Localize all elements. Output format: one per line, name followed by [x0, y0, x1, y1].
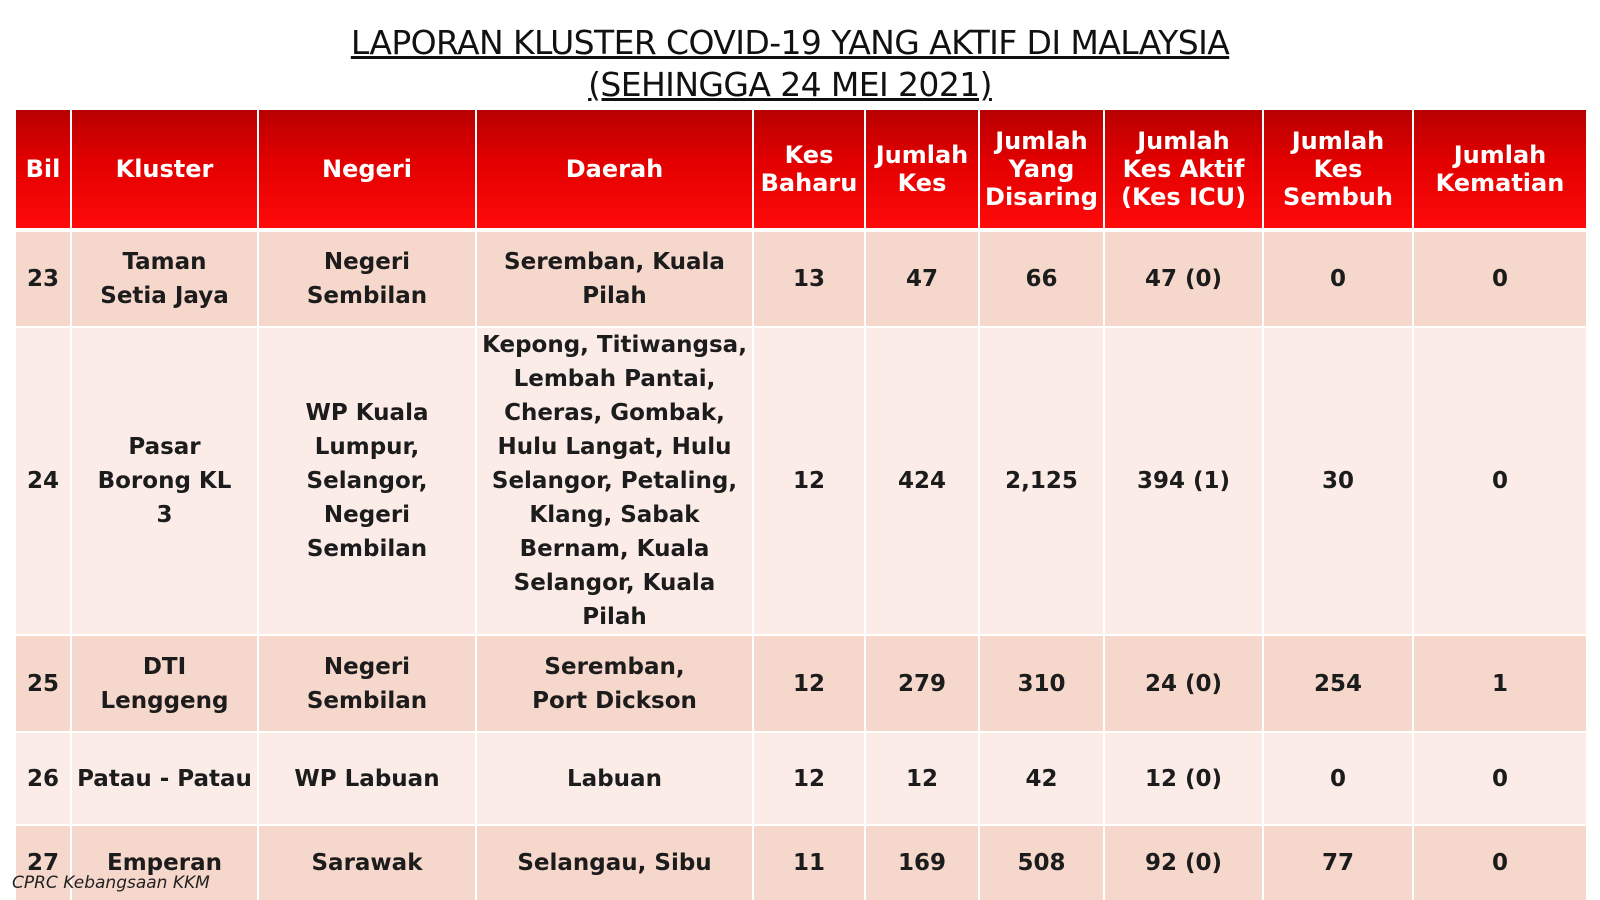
- cell-negeri: Sarawak: [258, 825, 476, 900]
- cell-kluster: Pasar Borong KL 3: [71, 327, 258, 635]
- cell-kes-baharu: 12: [753, 635, 865, 732]
- cell-kluster: Taman Setia Jaya: [71, 230, 258, 327]
- header-jumlah-kes: Jumlah Kes: [865, 110, 979, 230]
- header-kes-baharu: Kes Baharu: [753, 110, 865, 230]
- cell-kes-sembuh: 254: [1263, 635, 1413, 732]
- table-row: [16, 825, 1586, 900]
- header-kluster: Kluster: [71, 110, 258, 230]
- cell-kes-sembuh: 30: [1263, 327, 1413, 635]
- cell-daerah: Seremban, Kuala Pilah: [476, 230, 753, 327]
- cell-kes-sembuh: 0: [1263, 230, 1413, 327]
- cell-bil: 24: [16, 327, 71, 635]
- cell-negeri: WP Kuala Lumpur, Selangor, Negeri Sembilan: [258, 327, 476, 635]
- cell-kes-aktif: 24 (0): [1104, 635, 1263, 732]
- cell-jumlah-disaring: 2,125: [979, 327, 1104, 635]
- cell-bil: 27: [16, 825, 71, 900]
- cell-daerah: Selangau, Sibu: [476, 825, 753, 900]
- cell-jumlah-disaring: 66: [979, 230, 1104, 327]
- report-title: [0, 22, 1580, 106]
- header-kematian: Jumlah Kematian: [1413, 110, 1586, 230]
- cell-jumlah-kes: 169: [865, 825, 979, 900]
- cell-bil: 26: [16, 732, 71, 825]
- header-kes-sembuh: Jumlah Kes Sembuh: [1263, 110, 1413, 230]
- cell-kes-baharu: 12: [753, 732, 865, 825]
- cell-bil: 23: [16, 230, 71, 327]
- cell-kes-aktif: 92 (0): [1104, 825, 1263, 900]
- header-kes-aktif: Jumlah Kes Aktif (Kes ICU): [1104, 110, 1263, 230]
- table-row: [16, 635, 1586, 732]
- cell-jumlah-disaring: 42: [979, 732, 1104, 825]
- table-header-row: [16, 110, 1586, 230]
- cell-kluster: DTI Lenggeng: [71, 635, 258, 732]
- cell-jumlah-kes: 12: [865, 732, 979, 825]
- cell-kes-sembuh: 77: [1263, 825, 1413, 900]
- table-row: [16, 327, 1586, 635]
- cell-bil: 25: [16, 635, 71, 732]
- cell-jumlah-kes: 279: [865, 635, 979, 732]
- cell-negeri: Negeri Sembilan: [258, 230, 476, 327]
- cell-kematian: 1: [1413, 635, 1586, 732]
- cell-kes-sembuh: 0: [1263, 732, 1413, 825]
- cell-kluster: Emperan: [71, 825, 258, 900]
- cell-jumlah-kes: 47: [865, 230, 979, 327]
- source-credit: CPRC Kebangsaan KKM: [12, 873, 210, 893]
- cell-kes-aktif: 394 (1): [1104, 327, 1263, 635]
- header-negeri: Negeri: [258, 110, 476, 230]
- cell-kematian: 0: [1413, 732, 1586, 825]
- cell-kematian: 0: [1413, 825, 1586, 900]
- cell-kes-baharu: 13: [753, 230, 865, 327]
- cell-negeri: WP Labuan: [258, 732, 476, 825]
- cell-kes-baharu: 12: [753, 327, 865, 635]
- cell-kematian: 0: [1413, 230, 1586, 327]
- cell-negeri: Negeri Sembilan: [258, 635, 476, 732]
- cluster-table: [16, 110, 1586, 900]
- cell-jumlah-disaring: 508: [979, 825, 1104, 900]
- cell-kluster: Patau - Patau: [71, 732, 258, 825]
- title-line-2: (SEHINGGA 24 MEI 2021): [588, 65, 992, 104]
- header-jumlah-disaring: Jumlah Yang Disaring: [979, 110, 1104, 230]
- cell-kes-aktif: 47 (0): [1104, 230, 1263, 327]
- cell-jumlah-disaring: 310: [979, 635, 1104, 732]
- title-line-1: LAPORAN KLUSTER COVID-19 YANG AKTIF DI MALAYSIA: [350, 23, 1230, 62]
- header-daerah: Daerah: [476, 110, 753, 230]
- cell-jumlah-kes: 424: [865, 327, 979, 635]
- cell-daerah: Kepong, Titiwangsa, Lembah Pantai, Cheras, Gombak, Hulu Langat, Hulu Selangor, Petaling, Klang, Sabak Bernam, Kuala Selangor, Kuala Pilah: [476, 327, 753, 635]
- table-row: [16, 732, 1586, 825]
- cell-kes-baharu: 11: [753, 825, 865, 900]
- cell-daerah: Seremban, Port Dickson: [476, 635, 753, 732]
- header-bil: Bil: [16, 110, 71, 230]
- cell-kes-aktif: 12 (0): [1104, 732, 1263, 825]
- cell-kematian: 0: [1413, 327, 1586, 635]
- table-row: [16, 230, 1586, 327]
- cell-daerah: Labuan: [476, 732, 753, 825]
